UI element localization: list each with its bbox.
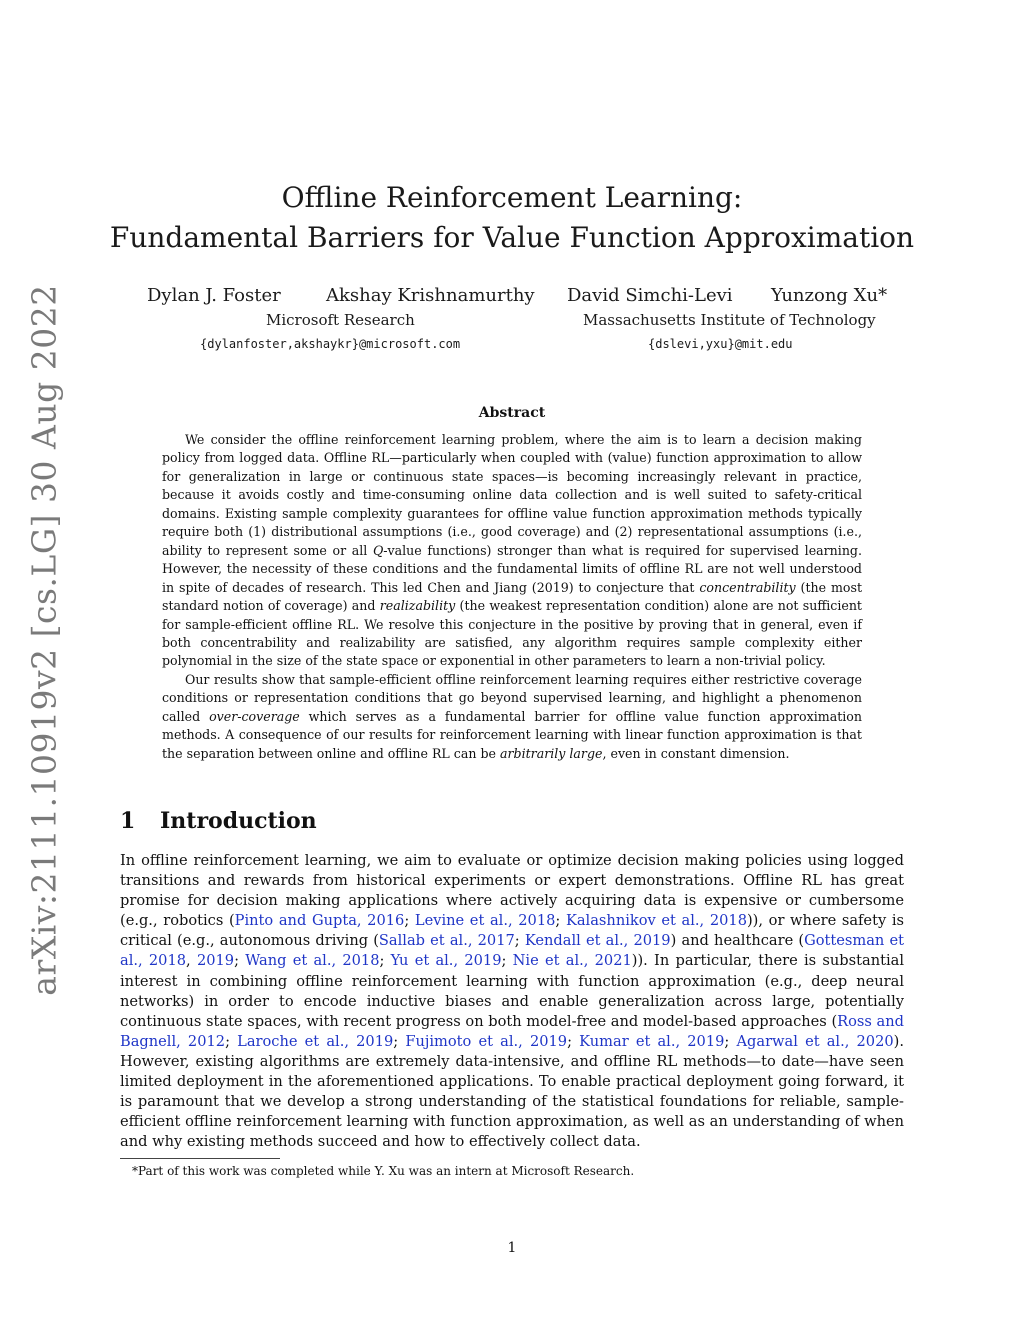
citation-link[interactable]: Pinto and Gupta, 2016 (234, 912, 405, 930)
paper-title (0, 178, 1024, 258)
citation-link[interactable]: Sallab et al., 2017 (378, 932, 515, 950)
citation-link[interactable]: Kumar et al., 2019 (579, 1032, 725, 1050)
citation-link[interactable]: Agarwal et al., 2020 (736, 1032, 894, 1050)
citation-link[interactable]: Kendall et al., 2019 (524, 932, 671, 950)
page-number: 1 (507, 1240, 517, 1256)
email-microsoft: {dylanfoster,akshaykr}@microsoft.com (200, 337, 461, 351)
abstract-body (162, 431, 862, 763)
citation-link[interactable]: Kalashnikov et al., 2018 (565, 912, 747, 930)
abstract-paragraph-2: Our results show that sample-efficient offline reinforcement learning requires either restrictive coverage conditions or representation conditions that go beyond supervised learning, and highlight a phenomenon called over-coverage which serves as a fundamental barrier for offline value function approximation methods. A consequence of our results for reinforcement learning with linear function approximation is that the separation between online and offline RL can be arbitrarily large, even in constant dimension. (162, 671, 863, 761)
title-line-2: Fundamental Barriers for Value Function Approximation (109, 221, 915, 254)
affiliation-microsoft: Microsoft Research (266, 311, 415, 329)
citation-link[interactable]: Levine et al., 2018 (414, 912, 556, 930)
section-heading (120, 808, 317, 834)
section-title: Introduction (160, 808, 317, 834)
footnote: *Part of this work was completed while Y. Xu was an intern at Microsoft Research. (132, 1164, 635, 1178)
citation-link[interactable]: Fujimoto et al., 2019 (405, 1032, 568, 1050)
author-xu: Yunzong Xu* (771, 285, 888, 306)
abstract-paragraph-1: We consider the offline reinforcement learning problem, where the aim is to learn a decision making policy from logged data. Offline RL—particularly when coupled with (value) function approximation to allow for generalization in large or continuous state spaces—is becoming increasingly relevant in practice, because it avoids costly and time-consuming online data collection and is well suited to safety-critical domains. Existing sample complexity guarantees for offline value function approximation methods typically require both (1) distributional assumptions (i.e., good coverage) and (2) representational assumptions (i.e., ability to represent some or all Q-value functions) stronger than what is required for supervised learning. However, the necessity of these conditions and the fundamental limits of offline RL are not well understood in spite of decades of research. This led Chen and Jiang (2019) to conjecture that concentrability (the most standard notion of coverage) and realizability (the weakest representation condition) alone are not sufficient for sample-efficient offline RL. We resolve this conjecture in the positive by proving that in general, even if both concentrability and realizability are satisfied, any algorithm requires sample complexity either polynomial in the size of the state space or exponential in other parameters to learn a non-trivial policy. (162, 432, 863, 669)
intro-body (120, 851, 904, 1152)
abstract-heading: Abstract (478, 405, 546, 421)
intro-paragraph: In offline reinforcement learning, we aim to evaluate or optimize decision making policies using logged transitions and rewards from historical experiments or expert demonstrations. Offline RL has great promise for decision making applications where actively acquiring data is expensive or cumbersome (e.g., robotics (Pinto and Gupta, 2016; Levine et al., 2018; Kalashnikov et al., 2018)), or where safety is critical (e.g., autonomous driving (Sallab et al., 2017; Kendall et al., 2019) and healthcare (Gottesman et al., 2018, 2019; Wang et al., 2018; Yu et al., 2019; Nie et al., 2021)). In particular, there is substantial interest in combining offline reinforcement learning with function approximation (e.g., deep neural networks) in order to encode inductive biases and enable generalization across large, potentially continuous state spaces, with recent progress on both model-free and model-based approaches (Ross and Bagnell, 2012; Laroche et al., 2019; Fujimoto et al., 2019; Kumar et al., 2019; Agarwal et al., 2020). However, existing algorithms are extremely data-intensive, and offline RL methods—to date—have seen limited deployment in the aforementioned applications. To enable practical deployment going forward, it is paramount that we develop a strong understanding of the statistical foundations for reliable, sample-efficient offline reinforcement learning with function approximation, as well as an understanding of when and why existing methods succeed and how to effectively collect data. (120, 852, 905, 1151)
citation-link[interactable]: Gottesman et al., 2018 (120, 932, 904, 970)
author-krishnamurthy: Akshay Krishnamurthy (326, 285, 535, 306)
citation-link[interactable]: 2019 (196, 952, 235, 970)
title-line-1: Offline Reinforcement Learning: (281, 181, 743, 214)
citation-link[interactable]: Laroche et al., 2019 (237, 1032, 394, 1050)
citation-link[interactable]: Nie et al., 2021 (512, 952, 632, 970)
author-foster: Dylan J. Foster (147, 285, 281, 306)
citation-link[interactable]: Yu et al., 2019 (390, 952, 502, 970)
arxiv-stamp: arXiv:2111.10919v2 [cs.LG] 30 Aug 2022 (24, 284, 64, 996)
section-number: 1 (120, 808, 136, 834)
citation-link[interactable]: Wang et al., 2018 (245, 952, 380, 970)
citation-link[interactable]: Ross and Bagnell, 2012 (120, 1012, 904, 1050)
author-simchi-levi: David Simchi-Levi (567, 285, 733, 306)
footnote-rule (120, 1158, 280, 1159)
email-mit: {dslevi,yxu}@mit.edu (648, 337, 793, 351)
affiliation-mit: Massachusetts Institute of Technology (583, 311, 876, 329)
